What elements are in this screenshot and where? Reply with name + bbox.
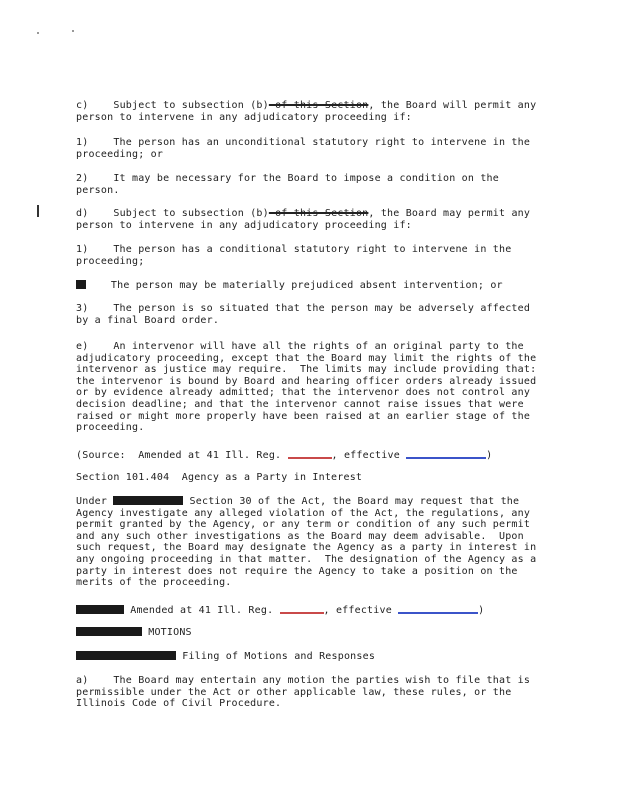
- source-text: (Source: Amended at 41 Ill. Reg.: [76, 450, 288, 461]
- scan-speck: [72, 30, 74, 32]
- source-note-2: [76, 603, 546, 617]
- subpart-heading: [76, 627, 546, 639]
- paragraph-text: Subject to subsection (b): [113, 208, 269, 219]
- paragraph-a: a) The Board may entertain any motion the parties wish to file that is permissible under the Act or other applicable law, these rules, or the Illinois Code of Civil Procedure.: [76, 675, 537, 710]
- paragraph-c: [76, 100, 546, 123]
- source-text: , effective: [323, 605, 399, 616]
- blank-effective-date: [406, 448, 486, 459]
- paragraph-text: The person may be materially prejudiced absent intervention; or: [110, 280, 503, 291]
- blank-reg-number: [280, 603, 324, 614]
- paragraph-text: , the Board will permit any person to intervene in any adjudicatory proceeding if:: [76, 100, 543, 123]
- paragraph-label: c): [76, 100, 89, 111]
- heading-text: Filing of Motions and Responses: [176, 651, 376, 662]
- source-text: Amended at 41 Ill. Reg.: [124, 605, 280, 616]
- redaction-mark: [76, 605, 124, 614]
- paragraph-label: d): [76, 208, 89, 219]
- scan-speck: [37, 32, 39, 34]
- paragraph-text: Subject to subsection (b): [113, 100, 269, 111]
- section-101-404-heading: Section 101.404 Agency as a Party in Interest: [76, 472, 363, 483]
- redaction-mark: [113, 496, 183, 505]
- paragraph-e: e) An intervenor will have all the rights of an original party to the adjudicatory proceeding, except that the Board may limit the rights of the intervenor as justice may require. The limits may include providing that: the intervenor is bound by Board and hearing officer orders already issued or by evidence already admitted; that the intervenor does not control any decision deadline; and that the intervenor cannot raise issues that were raised or might more properly have been raised at an earlier stage of the proceeding.: [76, 341, 543, 434]
- source-text: ): [486, 450, 493, 461]
- struck-text: of this Section: [268, 208, 369, 219]
- redaction-mark: [76, 280, 86, 289]
- paragraph-agency: [76, 496, 546, 589]
- paragraph-text: , the Board may permit any person to intervene in any adjudicatory proceeding if:: [76, 208, 537, 231]
- margin-change-bar: [37, 205, 39, 217]
- source-note-1: [76, 448, 546, 462]
- blank-reg-number: [288, 448, 332, 459]
- source-text: , effective: [331, 450, 407, 461]
- paragraph-d3: 3) The person is so situated that the person may be adversely affected by a final Board order.: [76, 303, 537, 326]
- source-text: ): [478, 605, 485, 616]
- paragraph-d1: 1) The person has a conditional statutory right to intervene in the proceeding;: [76, 244, 518, 267]
- paragraph-d2: [76, 280, 546, 292]
- paragraph-c2: 2) It may be necessary for the Board to impose a condition on the person.: [76, 173, 506, 196]
- paragraph-text: Under: [76, 496, 114, 507]
- paragraph-text: Section 30 of the Act, the Board may request that the Agency investigate any alleged violation of the Act, the regulations, any permit granted by the Agency, or any term or condition of any such permit and any such other investigations as the Board may deem advisable. Upon such request, the Board may designate the Agency as a party in interest in any ongoing proceeding in that matter. The designation of the Agency as a party in interest does not require the Agency to take a position on the merits of the proceeding.: [76, 496, 543, 589]
- paragraph-d: [76, 208, 546, 231]
- heading-text: MOTIONS: [142, 627, 192, 638]
- paragraph-c1: 1) The person has an unconditional statutory right to intervene in the proceeding; or: [76, 137, 537, 160]
- blank-effective-date: [398, 603, 478, 614]
- section-500-heading: [76, 651, 546, 663]
- redaction-mark: [76, 627, 142, 636]
- redaction-mark: [76, 651, 176, 660]
- struck-text: of this Section: [268, 100, 369, 111]
